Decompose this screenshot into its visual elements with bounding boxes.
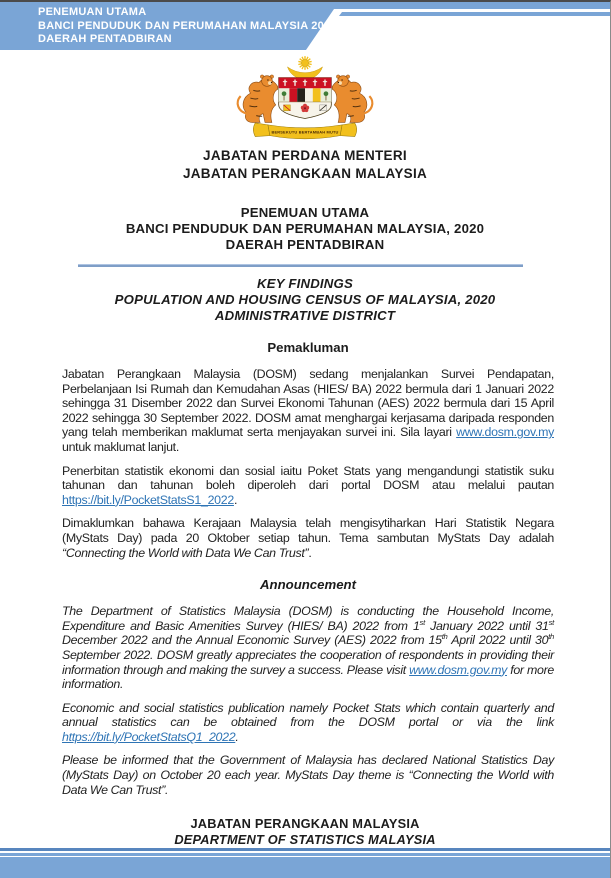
census-title-ms-line-3: DAERAH PENTADBIRAN <box>225 237 385 252</box>
text-segment: The Department of Statistics Malaysia (DOSM) is conducting the Household Income, Expenditure and Basic Amenities Survey (HIES/ BA) 2022 from 1 <box>62 604 554 633</box>
section-heading-ms: Pemakluman <box>267 340 349 355</box>
banner-title <box>38 6 337 47</box>
federal-star-icon <box>298 56 311 70</box>
census-title-en-line-3: ADMINISTRATIVE DISTRICT <box>214 308 396 323</box>
text-segment: Penerbitan statistik ekonomi dan sosial iaitu Poket Stats yang mengandungi statistik suku tahunan dan tahunan boleh diperoleh dari portal DOSM atau melalui pautan <box>62 463 554 493</box>
section-divider <box>78 264 523 267</box>
census-title-en-line-1: KEY FINDINGS <box>257 276 353 291</box>
text-segment: th <box>441 632 448 642</box>
paragraph-ms-3 <box>62 516 554 560</box>
document-body <box>62 340 554 806</box>
tiger-icon-left <box>238 75 278 123</box>
census-title-ms-line-2: BANCI PENDUDUK DAN PERUMAHAN MALAYSIA, 2020 <box>125 221 485 236</box>
inline-link[interactable]: https://bit.ly/PocketStatsS1_2022 <box>62 492 234 507</box>
text-segment: Please be informed that the Government of Malaysia has declared National Statistics Day (MyStats Day) on October 20 each year. MyStats Day theme is “Connecting the World with Data We Can Trust”. <box>62 753 554 797</box>
agency-line-1: JABATAN PERDANA MENTERI <box>203 148 407 163</box>
tiger-icon-right <box>332 75 372 123</box>
inline-link[interactable]: https://bit.ly/PocketStatsQ1_2022 <box>62 729 236 744</box>
paragraph-ms-2 <box>62 464 554 508</box>
census-title-ms-line-1: PENEMUAN UTAMA <box>240 205 370 220</box>
inline-link[interactable]: www.dosm.gov.my <box>456 425 554 440</box>
inline-link[interactable]: www.dosm.gov.my <box>409 662 507 677</box>
header-banner <box>0 2 611 50</box>
paragraph-en-3 <box>62 753 554 797</box>
text-segment: . <box>233 492 238 507</box>
bottom-stripe-1 <box>0 848 611 851</box>
agency-line-2: JABATAN PERANGKAAN MALAYSIA <box>182 166 428 181</box>
text-segment: Jabatan Perangkaan Malaysia (DOSM) sedang menjalankan Survei Pendapatan, Perbelanjaan Isi Rumah dan Kemudahan Asas (HIES/ BA) 2022 bermula dari 1 Januari 2022 sehingga 31 Disember 2022 dan Survei Ekonomi Tahunan (AES) 2022 bermula dari 15 April 2022 sehingga 30 September 2022. DOSM amat menghargai kerjasama daripada responden yang telah memberikan maklumat serta menjayakan survei ini. Sila layari <box>62 367 554 440</box>
section-heading-en: Announcement <box>260 577 356 593</box>
bottom-bar <box>0 857 611 878</box>
text-segment: April 2022 until 30 <box>447 633 549 648</box>
text-segment: Dimaklumkan bahawa Kerajaan Malaysia telah mengisytiharkan Hari Statistik Negara (MyStats Day) pada 20 Oktober setiap tahun. Tema sambutan MyStats Day adalah <box>62 516 554 545</box>
motto-scroll <box>253 123 356 139</box>
paragraph-ms-1 <box>62 367 554 455</box>
text-segment: . <box>235 729 239 744</box>
banner-line-1: PENEMUAN UTAMA <box>38 6 147 18</box>
text-segment: January 2022 until 31 <box>424 618 549 633</box>
census-title-ms <box>0 205 610 253</box>
shield <box>279 78 332 119</box>
bottom-stripe-2 <box>0 853 611 856</box>
footer-org-name-ms: JABATAN PERANGKAAN MALAYSIA <box>190 816 420 831</box>
text-segment: “Connecting the World with Data We Can Trust” <box>62 545 309 560</box>
section-en <box>62 577 554 797</box>
banner-line-3: DAERAH PENTADBIRAN <box>38 33 172 45</box>
text-segment: Economic and social statistics publication namely Pocket Stats which contain quarterly and annual statistics can be obtained from the DOSM portal or via the link <box>62 700 554 730</box>
paragraph-en-2 <box>62 701 554 745</box>
coat-of-arms <box>0 54 610 153</box>
census-title-en-line-2: POPULATION AND HOUSING CENSUS OF MALAYSIA, 2020 <box>114 292 496 307</box>
footer-org-name-en: DEPARTMENT OF STATISTICS MALAYSIA <box>174 831 436 847</box>
text-segment: untuk maklumat lanjut. <box>62 439 179 454</box>
agency-title <box>0 147 610 183</box>
crest-motto-text: BERSEKUTU BERTAMBAH MUTU <box>271 129 339 135</box>
banner-line-2: BANCI PENDUDUK DAN PERUMAHAN MALAYSIA 2020 <box>38 19 337 32</box>
paragraph-en-1 <box>62 604 554 692</box>
census-title-en <box>0 276 610 324</box>
footer-org <box>0 816 610 847</box>
section-ms <box>62 340 554 560</box>
text-segment: . <box>308 545 312 560</box>
text-segment: st <box>419 617 425 627</box>
text-segment: st <box>548 617 554 627</box>
text-segment: September 2022. DOSM greatly appreciates the cooperation of respondents in providing their information through and making the survey a success. Please visit <box>62 647 554 677</box>
text-segment: December 2022 and the Annual Economic Survey (AES) 2022 from 15 <box>62 633 442 648</box>
text-segment: for more information. <box>62 662 554 692</box>
text-segment: th <box>548 632 554 642</box>
